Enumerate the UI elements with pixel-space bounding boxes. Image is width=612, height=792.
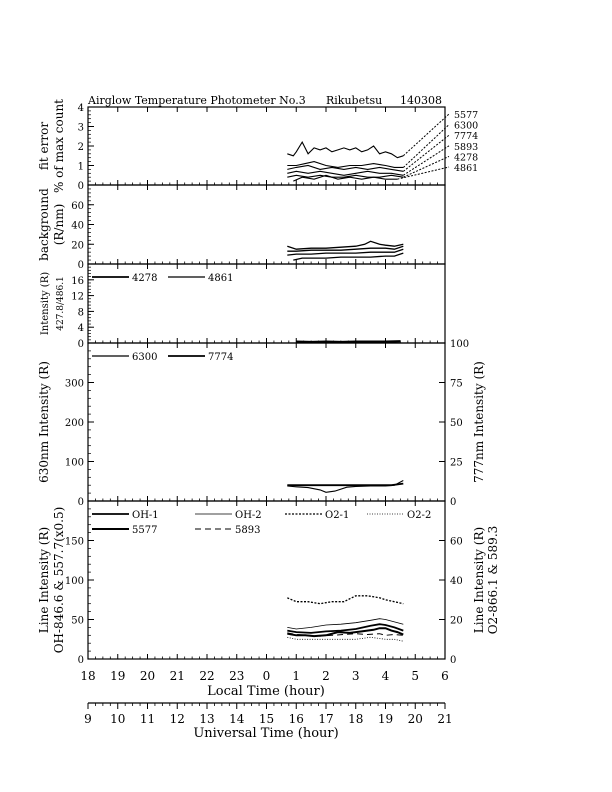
panel-427-486 [40,264,445,350]
chart-title: Airglow Temperature Photometer No.3 [88,94,306,107]
series-right-label: 4278 [454,152,479,164]
y-right-tick-label: 100 [450,339,470,350]
y-axis-right-label: 777nm Intensity (R) [472,361,486,483]
y-tick-label: 100 [64,457,84,469]
y-tick-label: 20 [71,240,84,252]
local-time-tick-label: 5 [411,669,420,683]
site-name: Rikubetsu [326,94,383,107]
series-line-o2-2 [287,637,403,641]
y-tick-label: 4 [77,323,84,335]
local-time-tick-label: 23 [229,669,245,683]
y-tick-label: 4 [77,103,84,114]
y-right-tick-label: 60 [450,536,463,548]
series-leader [403,125,449,168]
y-axis-label: Intensity (R) [40,271,51,336]
y-axis-label: % of max count [52,98,66,194]
legend-label: 4278 [132,273,158,284]
y-right-tick-label: 20 [450,615,463,627]
chart-panels [37,99,500,666]
y-axis-label: OH-846.6 & 557.7(x0.5) [52,506,66,654]
legend-label: O2-1 [325,510,350,521]
series-line-5577 [287,142,403,158]
series-right-label: 7774 [454,131,479,143]
universal-time-tick-label: 14 [229,712,245,726]
legend-label: OH-2 [235,510,262,521]
universal-time-tick-label: 17 [318,712,334,726]
universal-time-tick-label: 18 [348,712,364,726]
series-line-7774 [287,484,403,486]
series-line-5893 [287,171,403,175]
y-axis-label: 630nm Intensity (R) [37,361,51,483]
local-time-tick-label: 6 [441,669,449,683]
y-tick-label: 0 [77,260,84,271]
panel-630-777 [37,339,486,508]
y-axis-label: background [37,188,51,261]
universal-time-tick-label: 9 [84,712,92,726]
local-time-label: Local Time (hour) [207,684,325,699]
series-leader [403,146,449,175]
y-right-tick-label: 0 [450,497,457,508]
time-axes [80,669,452,741]
universal-time-tick-label: 16 [288,712,304,726]
series-leader [403,156,449,177]
local-time-tick-label: 18 [80,669,96,683]
y-tick-label: 16 [71,275,84,287]
legend-label: 5577 [132,525,158,536]
series-right-label: 4861 [454,163,479,174]
y-axis-label: 427.8/486.1 [56,276,66,331]
y-tick-label: 8 [77,307,84,319]
date-code: 140308 [400,94,442,107]
y-tick-label: 60 [71,200,84,212]
series-leader [403,135,449,171]
y-tick-label: 1 [77,161,84,173]
legend-label: 5893 [235,525,261,536]
local-time-tick-label: 4 [381,669,390,683]
y-right-tick-label: 40 [450,576,463,587]
y-tick-label: 0 [77,339,84,350]
local-time-tick-label: 0 [262,669,271,683]
series-line-6300 [287,481,403,493]
y-tick-label: 0 [77,181,84,192]
local-time-tick-label: 1 [292,669,301,683]
y-right-tick-label: 0 [450,655,457,666]
y-axis-right-label: Line Intensity (R) [472,526,486,634]
y-axis-label: Line Intensity (R) [37,526,51,634]
legend-label: 4861 [208,273,234,284]
legend-label: 6300 [132,352,158,363]
series-leader [397,167,449,179]
legend-label: 7774 [208,352,234,363]
universal-time-tick-label: 13 [199,712,215,726]
y-tick-label: 50 [71,615,84,627]
universal-time-tick-label: 20 [407,712,423,726]
y-axis-right-label: O2-866.1 & 589.3 [486,525,500,635]
y-tick-label: 12 [71,291,84,303]
series-line-4861 [293,175,397,181]
universal-time-tick-label: 15 [258,712,275,726]
universal-time-tick-label: 11 [139,712,156,726]
local-time-tick-label: 2 [322,669,330,683]
series-right-label: 6300 [454,120,479,132]
y-tick-label: 3 [77,122,84,134]
local-time-tick-label: 19 [110,669,126,683]
y-axis-label: (R/nm) [52,203,66,246]
universal-time-tick-label: 19 [377,712,394,726]
y-tick-label: 0 [77,655,84,666]
y-tick-label: 300 [64,378,84,390]
panel-background [37,185,445,271]
y-right-tick-label: 25 [450,457,463,469]
series-line-o2-1 [287,596,403,604]
universal-time-tick-label: 10 [110,712,126,726]
y-axis-label: fit error [37,121,51,171]
universal-time-label: Universal Time (hour) [193,726,339,741]
y-tick-label: 200 [64,418,84,429]
panel-frame [88,343,445,501]
legend-label: OH-1 [132,510,159,521]
series-right-label: 5577 [454,110,479,121]
panel-oh-o2 [37,501,500,666]
local-time-tick-label: 22 [199,669,215,683]
local-time-tick-label: 20 [139,669,156,683]
y-tick-label: 40 [71,220,84,232]
local-time-tick-label: 3 [351,669,360,683]
universal-time-tick-label: 12 [169,712,185,726]
y-right-tick-label: 75 [450,378,463,390]
local-time-tick-label: 21 [169,669,185,683]
chart-header [87,94,442,107]
y-tick-label: 2 [77,142,84,153]
y-tick-label: 0 [77,497,84,508]
legend-label: O2-2 [407,510,432,521]
y-tick-label: 150 [64,536,84,548]
y-tick-label: 100 [64,576,84,587]
series-right-label: 5893 [454,141,479,153]
panel-fit-error [37,99,478,193]
series-leader [403,114,449,156]
universal-time-tick-label: 21 [437,712,453,726]
y-right-tick-label: 50 [450,418,463,429]
